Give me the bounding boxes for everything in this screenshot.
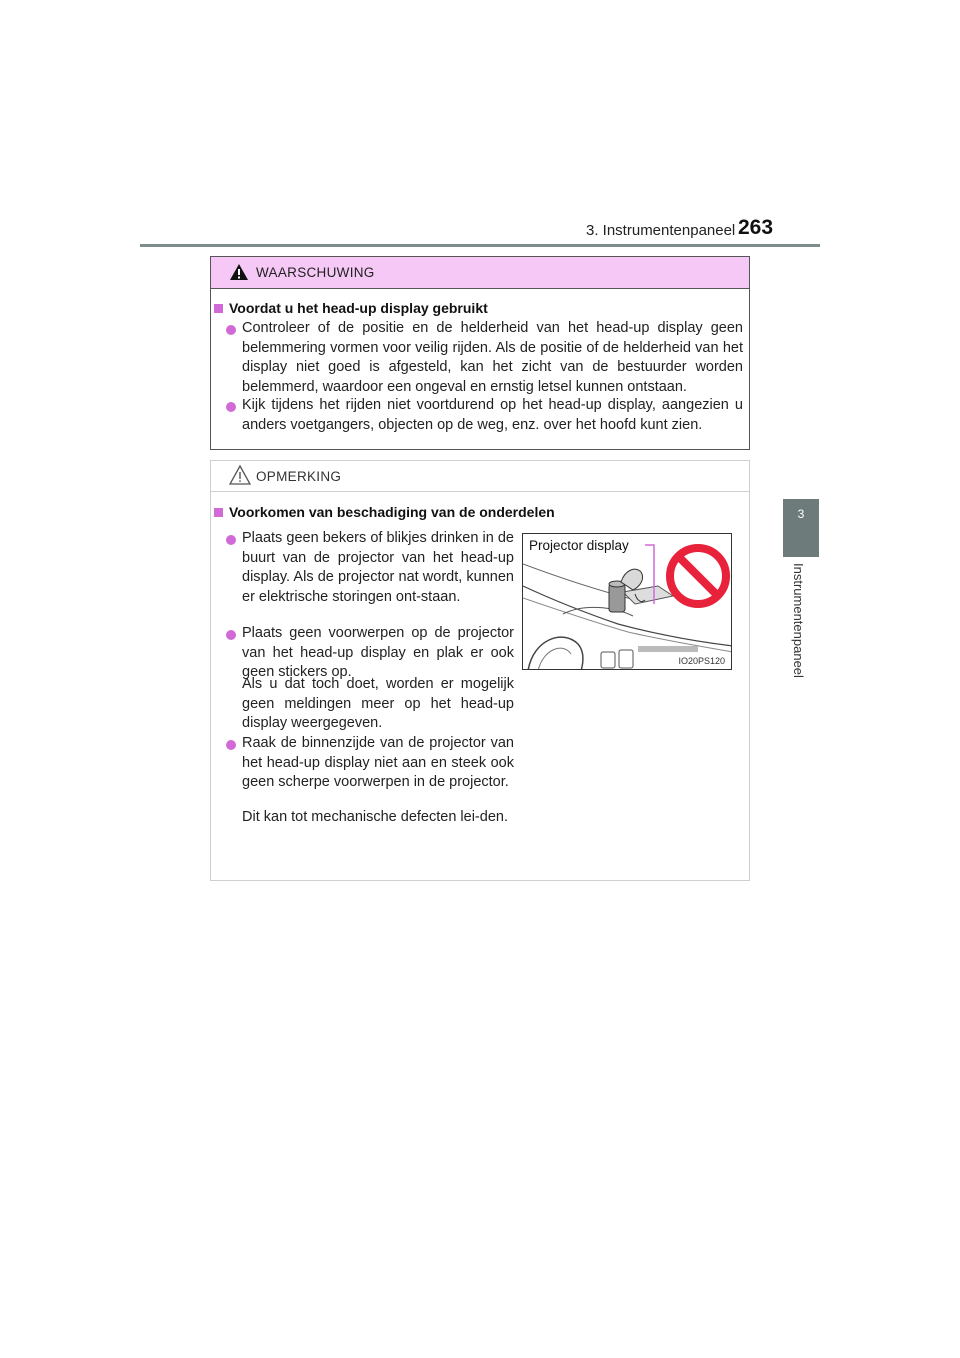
chapter-tab [783,499,819,557]
page-number: 263 [738,216,774,239]
dashboard-drawing [523,534,732,670]
illustration-callout-label: Projector display [529,538,629,553]
header-divider [140,244,820,247]
warning-bullet-1: Controleer of de positie en de helderheid van het head-up display geen belemmering vormen voor veilig rijden. Als de positie of de helderheid van het display niet goed is afgesteld, kan het zicht van de bestuurder worden belemmerd, waardoor een ongeval en ernstig letsel kunnen ontstaan. [242,320,743,395]
note-bullet-2-continued: Als u dat toch doet, worden er mogelijk geen meldingen meer op het head-up display weergegeven. [242,676,514,731]
warning-triangle-icon [229,263,249,281]
note-bullet-1: Plaats geen bekers of blikjes drinken in de buurt van de projector van het head-up display. Als de projector nat wordt, kunnen er elektrische storingen ont-staan. [242,530,514,605]
projector-illustration [522,533,732,670]
bullet-dot-icon [226,630,236,640]
warning-label: WAARSCHUWING [256,265,375,280]
caution-triangle-icon [229,464,251,486]
warning-header [211,257,749,289]
section-header-title: 3. Instrumentenpaneel [586,222,736,239]
chapter-side-label [790,563,810,703]
bullet-dot-icon [226,535,236,545]
chapter-number: 3 [797,507,805,521]
note-bullet-3: Raak de binnenzijde van de projector van het head-up display niet aan en steek ook geen scherpe voorwerpen in de projector. [242,735,514,790]
note-bullet-3-continued: Dit kan tot mechanische defecten lei-den. [242,809,508,825]
note-label: OPMERKING [256,469,342,484]
bullet-dot-icon [226,325,236,335]
warning-section-title [214,300,488,316]
note-section-title-text: Voorkomen van beschadiging van de onderdelen [229,504,555,520]
warning-bullet-2: Kijk tijdens het rijden niet voortdurend op het head-up display, aangezien u anders voetgangers, objecten op de weg, enz. over het hoofd kunt zien. [242,397,743,433]
note-bullet-2: Plaats geen voorwerpen op de projector van het head-up display en plak er ook geen stickers op. [242,625,514,680]
illustration-code: IO20PS120 [678,656,725,666]
note-header [211,461,749,492]
bullet-dot-icon [226,740,236,750]
note-section-title [214,504,555,520]
bullet-dot-icon [226,402,236,412]
square-bullet-icon [214,304,223,313]
chapter-label-text: Instrumentenpaneel [791,563,806,678]
square-bullet-icon [214,508,223,517]
warning-section-title-text: Voordat u het head-up display gebruikt [229,300,488,316]
